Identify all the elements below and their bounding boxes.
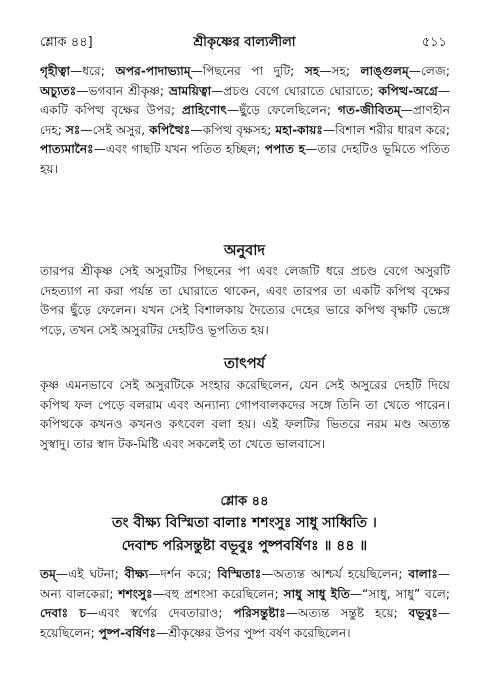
- purport-block: [40, 376, 450, 454]
- glossary-word: বভূবুঃ: [408, 606, 438, 621]
- glossary-meaning: বিশাল শরীর ধারণ করে;: [335, 122, 450, 137]
- glossary-meaning: লেজ;: [420, 64, 450, 78]
- glossary-word: প্রাহিণোৎ: [182, 103, 227, 118]
- glossary-meaning: ধরে;: [82, 64, 105, 78]
- purport-heading: তাৎপর্য: [223, 356, 266, 372]
- glossary-meaning: “সাধু, সাধু” বলে;: [362, 586, 451, 601]
- glossary-word: পাত্যমানৈঃ: [40, 142, 94, 157]
- glossary-word: শশংসুঃ: [118, 586, 153, 601]
- glossary-word: দেবাঃ চ: [40, 606, 87, 621]
- glossary-word: পপাত হ: [264, 142, 306, 157]
- verse-line-1: তং বীক্ষ্য বিস্মিতা বালাঃ শশংসুঃ সাধু সাধ্বিতি ।: [112, 515, 377, 531]
- glossary-word: গৃহীত্বা: [40, 64, 71, 78]
- running-header-title: শ্রীকৃষ্ণের বাল্যলীলা: [193, 35, 296, 50]
- glossary-meaning: অত্যন্ত আশ্চর্য হয়েছিলেন;: [273, 567, 403, 581]
- glossary-word: পুষ্প-বর্ষিণঃ: [98, 625, 157, 640]
- glossary-word: সহ: [304, 64, 320, 78]
- glossary-word: বালাঃ: [408, 567, 438, 581]
- glossary-meaning: এবং স্বর্গের দেবতারাও;: [98, 606, 223, 621]
- translation-block: [40, 262, 450, 340]
- glossary-word: কপিত্থৈঃ: [149, 122, 191, 137]
- word-meanings-top: [40, 62, 450, 180]
- glossary-word: অচ্যুতঃ: [40, 83, 77, 98]
- glossary-meaning: সেই অসুর,: [92, 122, 146, 137]
- glossary-word: কপিত্থ-অগ্রে: [378, 83, 438, 98]
- verse-line-2: দেবাশ্চ পরিসন্তুষ্টা বভূবুঃ পুষ্পবর্ষিণঃ ॥ ৪৪ ॥: [121, 538, 368, 554]
- glossary-meaning: অন্য বালকেরা;: [40, 586, 114, 601]
- glossary-meaning: ভগবান শ্রীকৃষ্ণ;: [88, 83, 165, 98]
- glossary-meaning: হয়েছিলেন;: [40, 625, 95, 640]
- glossary-word: বীক্ষ্য: [124, 567, 149, 581]
- glossary-meaning: তার দেহটিও ভূমিতে পতিত হয়।: [40, 142, 451, 176]
- glossary-meaning: অত্যন্ত সন্তুষ্ট হয়ে;: [297, 606, 398, 621]
- glossary-meaning: পিছনের পা দুটি;: [202, 64, 295, 78]
- translation-text: তারপর শ্রীকৃষ্ণ সেই অসুরটির পিছনের পা এবং লেজটি ধরে প্রচণ্ড বেগে অসুরটি দেহত্যাগ না করা পর্যন্ত তা ঘোরাতে থাকেন, এবং তারপর তা একটি কপিত্থ বৃক্ষের উপর ছুঁড়ে ফেলেন। যখন সেই বিশালকায় দৈত্যের দেহের ভারে কপিত্থ বৃক্ষটি ভেঙ্গে পড়ে, তখন সেই অসুরটির দেহটিও ভূপতিত হয়।: [40, 264, 450, 337]
- glossary-word: সঃ: [65, 122, 81, 137]
- page-number: ৫১১: [421, 35, 447, 50]
- glossary-paragraph: গৃহীত্বা—ধরে; অপর-পাদাভ্যাম্—পিছনের পা দুটি; সহ—সহ; লাঙ্গুলম্—লেজ; অচ্যুতঃ—ভগবান শ্রীকৃষ্ণ; ভ্রাময়িত্বা—প্রচণ্ড বেগে ঘোরাতে ঘোরাতে; কপিত্থ-অগ্রে—একটি কপিত্থ বৃক্ষের উপর; প্রাহিণোৎ—ছুঁড়ে ফেলেছিলেন; গত-জীবিতম্—প্রাণহীন দেহ; সঃ—সেই অসুর, কপিত্থৈঃ—কপিত্থ বৃক্ষসহ; মহা-কায়ঃ—বিশাল শরীর ধারণ করে; পাত্যমানৈঃ—এবং গাছটি যখন পতিত হচ্ছিল; পপাত হ—তার দেহটিও ভূমিতে পতিত হয়।: [40, 64, 451, 176]
- glossary-meaning: বহু প্রশংসা করেছিলেন;: [164, 586, 279, 601]
- glossary-word: ভ্রাময়িত্বা: [169, 83, 212, 98]
- glossary-meaning: প্রচণ্ড বেগে ঘোরাতে ঘোরাতে;: [223, 83, 374, 98]
- glossary-word: সাধু সাধু ইতি: [283, 586, 350, 601]
- glossary-word: গত-জীবিতম্: [337, 103, 401, 118]
- word-meanings-bottom: [40, 565, 450, 643]
- verse-number: শ্লোক ৪৪: [220, 494, 269, 509]
- purport-text: কৃষ্ণ এমনভাবে সেই অসুরটিকে সংহার করেছিলেন, যেন সেই অসুরের দেহটি দিয়ে কপিত্থ ফল পেড়ে বলরাম এবং অন্যান্য গোপবালকদের সঙ্গে তিনি তা খেতে পারেন। কপিত্থকে কখনও কখনও কৎবেল বলা হয়। এই ফলটির ভিতরে নরম মণ্ড অত্যন্ত সুস্বাদু। তার স্বাদ টক-মিষ্টি এবং সকলেই তা খেতে ভালবাসে।: [40, 378, 450, 451]
- glossary-word: পরিসন্তুষ্টাঃ: [233, 606, 286, 621]
- glossary-meaning: সহ;: [331, 64, 351, 78]
- translation-heading: অনুবাদ: [223, 243, 266, 259]
- glossary-meaning: শ্রীকৃষ্ণের উপর পুষ্প বর্ষণ করেছিলেন।: [168, 625, 351, 640]
- glossary-word: তম্: [40, 567, 56, 581]
- glossary-word: বিস্মিতাঃ: [217, 567, 262, 581]
- glossary-meaning: ছুঁড়ে ফেলেছিলেন;: [239, 103, 331, 118]
- glossary-word: লাঙ্গুলম্: [360, 64, 409, 78]
- glossary-meaning: এবং গাছটি যখন পতিত হচ্ছিল;: [105, 142, 261, 157]
- running-header-verse: শ্লোক ৪৪]: [40, 35, 93, 50]
- sanskrit-verse: [40, 512, 449, 558]
- glossary-word: মহা-কায়ঃ: [275, 122, 323, 137]
- glossary-meaning: এই ঘটনা;: [68, 567, 119, 581]
- glossary-word: অপর-পাদাভ্যাম্: [115, 64, 191, 78]
- glossary-meaning: দর্শন করে;: [160, 567, 212, 581]
- glossary-meaning: কপিত্থ বৃক্ষসহ;: [202, 122, 272, 137]
- glossary-meaning: প্রাণহীন দেহ;: [40, 103, 451, 137]
- glossary-paragraph: তম্—এই ঘটনা; বীক্ষ্য—দর্শন করে; বিস্মিতাঃ—অত্যন্ত আশ্চর্য হয়েছিলেন; বালাঃ—অন্য বালকেরা; শশংসুঃ—বহু প্রশংসা করেছিলেন; সাধু সাধু ইতি—“সাধু, সাধু” বলে; দেবাঃ চ—এবং স্বর্গের দেবতারাও; পরিসন্তুষ্টাঃ—অত্যন্ত সন্তুষ্ট হয়ে; বভূবুঃ—হয়েছিলেন; পুষ্প-বর্ষিণঃ—শ্রীকৃষ্ণের উপর পুষ্প বর্ষণ করেছিলেন।: [40, 567, 451, 640]
- glossary-meaning: একটি কপিত্থ বৃক্ষের উপর;: [40, 103, 176, 118]
